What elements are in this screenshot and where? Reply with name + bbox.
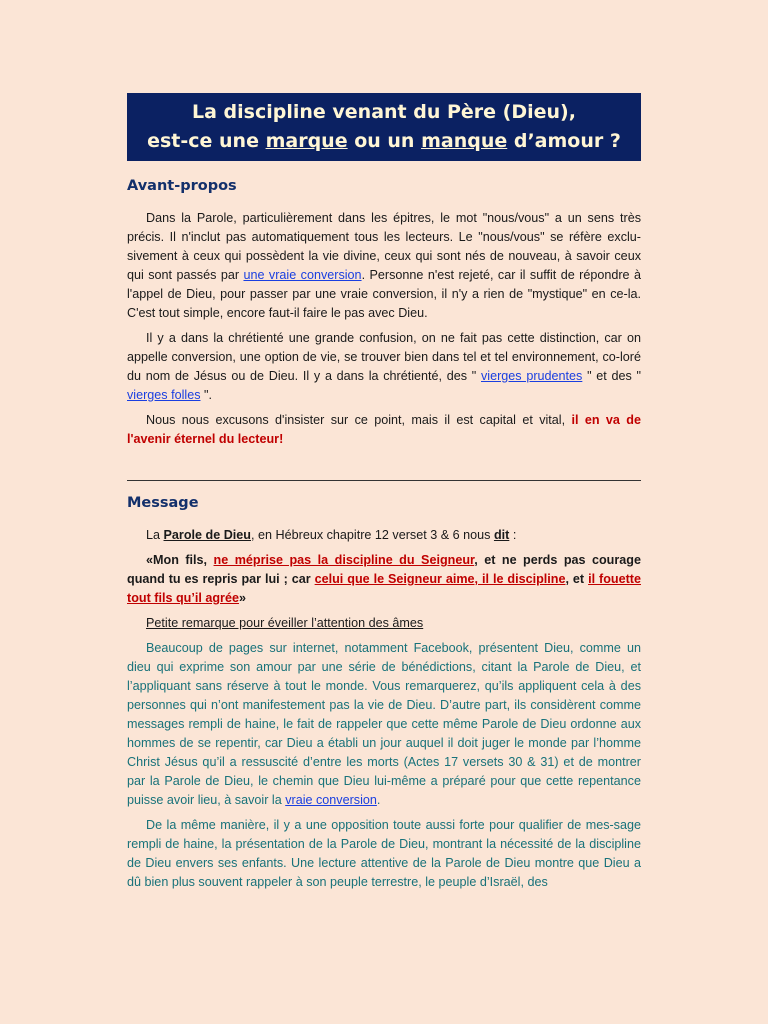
text: : — [509, 528, 517, 542]
title-line-2 — [127, 127, 641, 156]
heading-message: Message — [127, 495, 199, 511]
title-line-1: La discipline venant du Père (Dieu), — [192, 101, 576, 123]
dit-word: dit — [493, 528, 510, 542]
text: La — [146, 528, 164, 542]
title-marque: marque — [265, 130, 348, 152]
text: , et ne perds pas courage quand tu es repris par lui ; car — [127, 553, 641, 586]
link-vraie-conversion-2[interactable]: vraie conversion — [285, 793, 377, 807]
text: Il y a dans la chrétienté une grande confusion, on ne fait pas cette distinction, car on appelle conversion, une option de vie, se trouver bien dans tel et tel environnement, co-loré du nom de Jésus ou de Dieu. Il y a dans la chrétienté, des " — [127, 331, 641, 383]
paragraph-intro-1 — [127, 209, 641, 323]
scripture-quote — [127, 551, 641, 608]
text: Dans la Parole, particulièrement dans les épitres, le mot "nous/vous" a un sens très précis. Il n'inclut pas automatiquement tous les lecteurs. Le "nous/vous" se réfère exclu-sivement à ceux qui possèdent la vie divine, ceux qui sont nés de nouveau, à savoir ceux qui sont passés par — [127, 211, 641, 282]
link-vierges-prudentes[interactable]: vierges prudentes — [481, 369, 583, 383]
text: Nous nous excusons d'insister sur ce point, mais il est capital et vital, — [146, 413, 572, 427]
paragraph-scripture-ref — [127, 526, 641, 545]
section-divider — [127, 480, 641, 481]
link-vraie-conversion[interactable]: une vraie conversion — [243, 268, 362, 282]
parole-de-dieu: Parole de Dieu — [163, 528, 252, 542]
text: » — [238, 591, 246, 605]
heading-avant-propos: Avant-propos — [127, 178, 237, 194]
text: , en Hébreux chapitre 12 verset 3 & 6 nous — [251, 528, 494, 542]
quote-highlight: ne méprise pas la discipline du Seigneur — [213, 553, 475, 567]
title-banner — [127, 93, 641, 161]
text: «Mon fils, — [146, 553, 214, 567]
text: . Personne n'est rejeté, car il suffit de répondre à l'appel de Dieu, pour passer par une vraie conversion, il n'y a rien de "mystique" en ce-la. C'est tout simple, encore faut-il faire le pas avec Dieu. — [127, 268, 641, 320]
document-page — [127, 93, 641, 892]
text: ". — [200, 388, 212, 402]
remark-heading — [127, 614, 641, 633]
paragraph-message-1 — [127, 639, 641, 810]
paragraph-message-2: De la même manière, il y a une opposition toute aussi forte pour qualifier de mes-sage rempli de haine, la présentation de la Parole de Dieu, montrant la nécessité de la discipline de Dieu envers ses enfants. Une lecture attentive de la Parole de Dieu montre que Dieu a dû bien plus souvent rappeler à son peuple terrestre, le peuple d’Israël, des — [127, 818, 641, 889]
title-text: d’amour ? — [507, 130, 621, 152]
quote-highlight: il fouette tout fils qu’il agrée — [127, 572, 641, 605]
remark-text: Petite remarque pour éveiller l’attention des âmes — [146, 616, 424, 630]
text: " et des " — [582, 369, 641, 383]
link-vierges-folles[interactable]: vierges folles — [127, 388, 201, 402]
title-text: est-ce une — [147, 130, 266, 152]
title-manque: manque — [421, 130, 508, 152]
warning-text: il en va de l'avenir éternel du lecteur! — [127, 413, 641, 446]
paragraph-intro-2 — [127, 329, 641, 405]
quote-highlight: celui que le Seigneur aime, il le discipline — [314, 572, 566, 586]
paragraph-intro-3 — [127, 411, 641, 449]
text: . — [376, 793, 381, 807]
title-text: ou un — [347, 130, 422, 152]
text: , et — [565, 572, 589, 586]
text: Beaucoup de pages sur internet, notamment Facebook, présentent Dieu, comme un dieu qui exprime son amour par une série de bénédictions, citant la Parole de Dieu, et l’appliquant sans réserve à tout le monde. Vous remarquerez, qu’ils appliquent cela à des personnes qui n’ont manifestement pas la vie de Dieu. D’autre part, ils considèrent comme messages rempli de haine, le fait de rappeler que cette même Parole de Dieu ordonne aux hommes de se repentir, car Dieu a établi un jour auquel il doit juger le monde par l’homme Christ Jésus qu’il a ressuscité d’entre les morts (Actes 17 versets 30 & 31) et de montrer par la Parole de Dieu, le chemin que Dieu lui-même a préparé pour que cette repentance puisse avoir lieu, à savoir la — [127, 641, 641, 807]
